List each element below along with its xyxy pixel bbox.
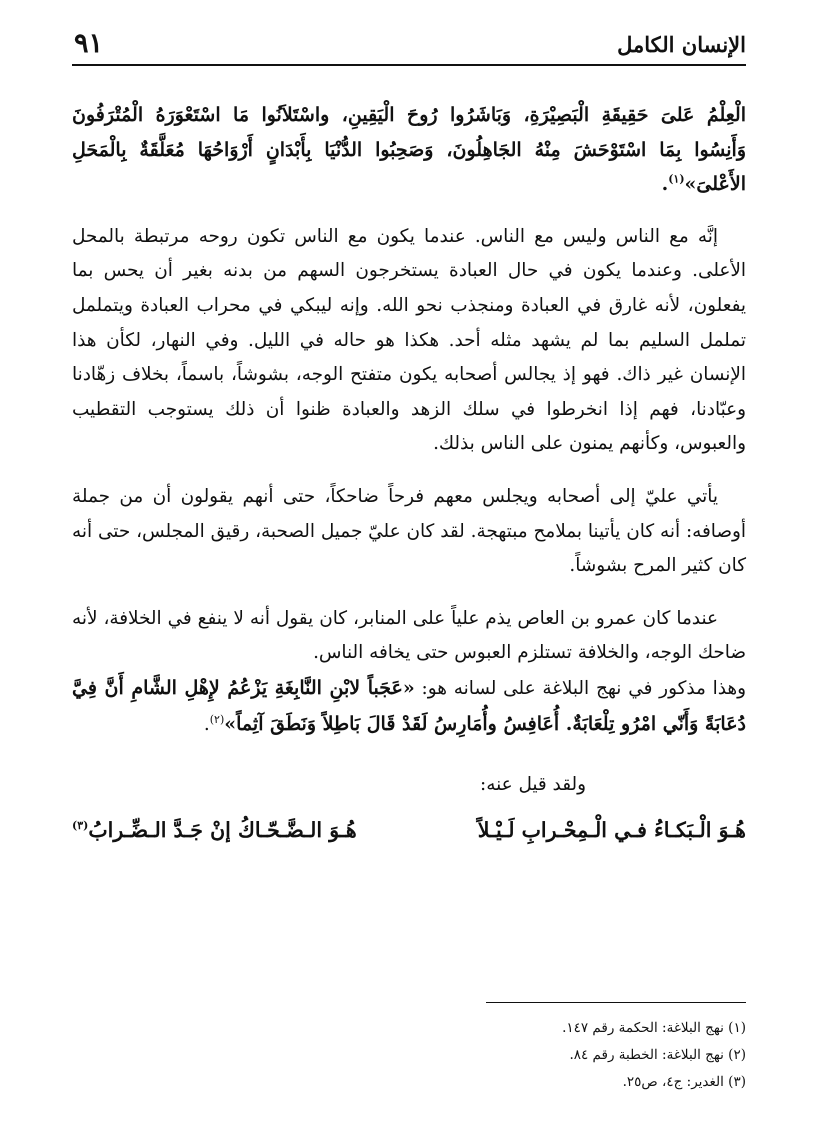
footnote-number: (٣) — [728, 1074, 746, 1090]
footnote-text: نهج البلاغة: الخطبة رقم ٨٤. — [569, 1047, 724, 1063]
footnotes — [486, 1002, 746, 1096]
footnote-number: (١) — [728, 1020, 746, 1036]
footnote-text: الغدير: ج٤، ص٢٥. — [622, 1074, 724, 1090]
footnote-ref-1: (١) — [668, 172, 685, 186]
footnote-3 — [486, 1069, 746, 1096]
footnote-1 — [486, 1015, 746, 1042]
footnote-text: نهج البلاغة: الحكمة رقم ١٤٧. — [562, 1020, 724, 1036]
paragraph-4-intro: وهذا مذكور في نهج البلاغة على لسانه هو: — [414, 677, 746, 699]
paragraph-1: إنَّه مع الناس وليس مع الناس. عندما يكون مع الناس تكون روحه مرتبطة بالمحل الأعلى. وعندما يكون في حال العبادة يستخرجون السهم من بدنه بغير أن يحس بما يفعلون، لأنه غارق في العبادة ومنجذب نحو الله. وإنه ليبكي في محراب العبادة ويتململ تململ السليم بما لم يشهد مثله أحد. هكذا هو حاله في الليل. وفي النهار، لكأن هذا الإنسان غير ذاك. فهو إذ يجالس أصحابه يكون متفتح الوجه، بشوشاً، باسماً، بخلاف زهّادنا وعبّادنا، فهم إذا انخرطوا في سلك الزهد والعبادة ظنوا أن ذلك يستوجب التقطيب والعبوس، وكأنهم يمنون على الناس بذلك. — [72, 225, 746, 455]
verse-hemistich-2-wrap — [72, 813, 357, 848]
paragraph-4-end: . — [203, 713, 210, 735]
opening-quote — [72, 98, 746, 202]
page-header — [72, 28, 746, 66]
paragraph-2: يأتي عليّ إلى أصحابه ويجلس معهم فرحاً ضاحكاً، حتى أنهم يقولون أن من جملة أوصافه: أنه كان يأتينا بملامح مبتهجة. لقد كان عليّ جميل الصحبة، رقيق المجلس، حتى أنه كان كثير المرح بشوشاً. — [72, 485, 746, 577]
nahj-quote: «عَجَباً لابْنِ النَّابِغَةِ يَزْعُمُ لإِهْلِ الشَّامِ أَنَّ فِيَّ دُعَابَةً وَأَنّي امْرُو تِلْعَابَةٌ. أُعَافِسُ وأُمَارِسُ لَقَدْ قَالَ بَاطِلاً وَنَطَقَ آثِماً» — [72, 676, 746, 735]
paragraph-4 — [72, 671, 746, 742]
poem-verse — [72, 813, 746, 848]
verse-hemistich-1: هُـوَ الْـبَكـاءُ فـي الْـمِحْـرابِ لَـيْـلاً — [477, 817, 746, 842]
footnote-ref-3: (٣) — [72, 818, 89, 832]
running-title: الإنسان الكامل — [617, 32, 746, 57]
opening-quote-text: الْعِلْمُ عَلىَ حَقِيقَةِ الْبَصِيْرَةِ، وَبَاشَرُوا رُوحَ الْيَقِينِ، واسْتَلاَنُوا مَا اسْتَعْوَرَهُ الْمُتْرَفُونَ وَأَنِسُوا بِمَا اسْتَوْحَشَ مِنْهُ الجَاهِلُونَ، وَصَحِبُوا الدُّنْيَا بِأَبْدَانٍ أَرْوَاحُهَا مُعَلَّقَةٌ بِالْمَحَلِ الأَعْلىَ» — [72, 104, 746, 196]
footnote-ref-2: (٢) — [209, 712, 225, 726]
verse-hemistich-2: هُـوَ الـضَّـحّـاكُ إنْ جَـدَّ الـضِّـرابُ — [88, 817, 357, 842]
paragraph-3: عندما كان عمرو بن العاص يذم علياً على المنابر، كان يقول أنه لا ينفع في الخلافة، لأنه ضاحك الوجه، والخلافة تستلزم العبوس حتى يخافه الناس. — [72, 607, 746, 664]
verse-intro: ولقد قيل عنه: — [480, 774, 586, 796]
opening-quote-end: . — [661, 173, 669, 196]
footnote-number: (٢) — [728, 1047, 746, 1063]
page-number: ٩١ — [74, 28, 104, 59]
body-text — [72, 98, 746, 847]
footnote-2 — [486, 1042, 746, 1069]
